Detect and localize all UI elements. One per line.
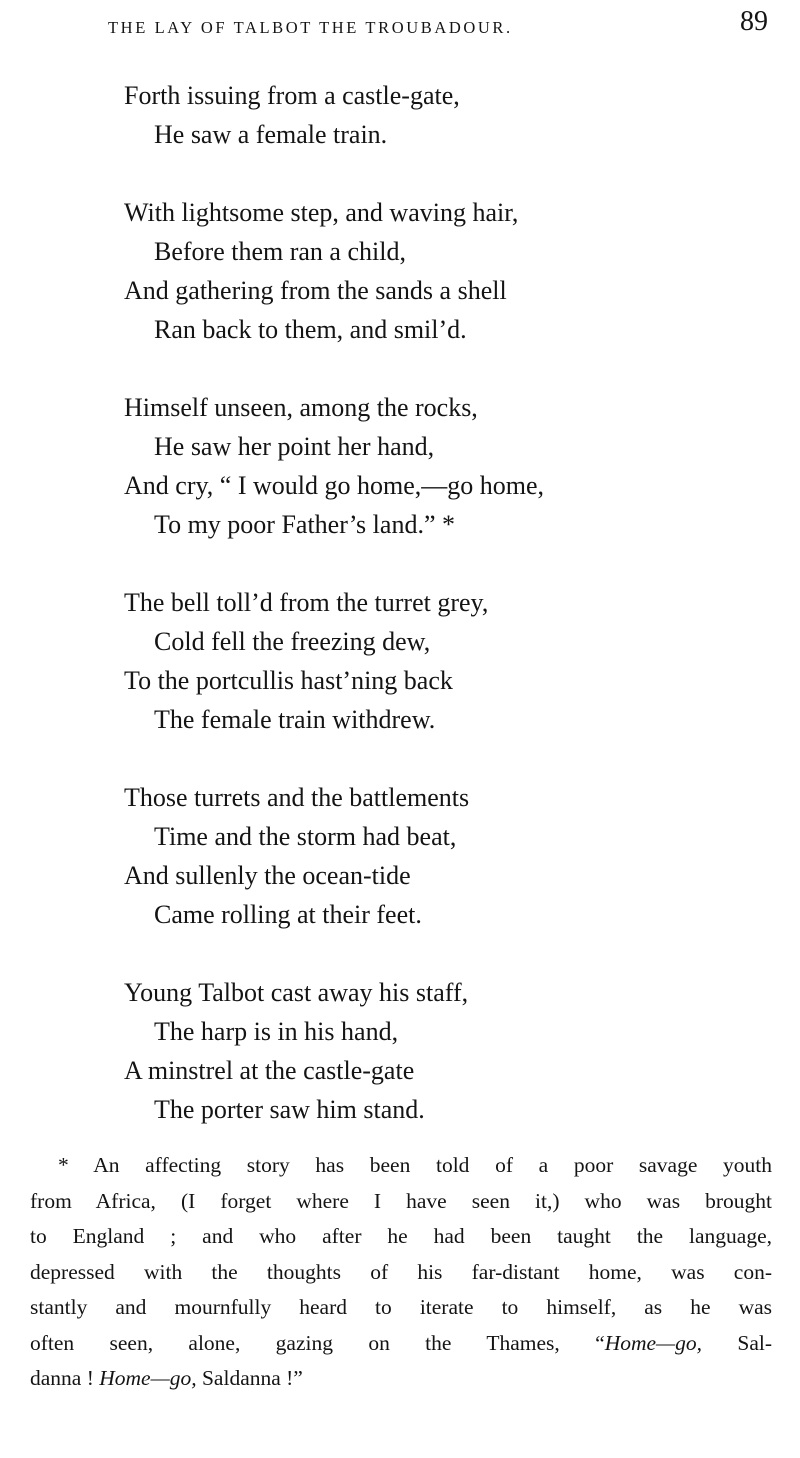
page-number: 89 [740, 6, 768, 37]
footnote-line: to England ; and who after he had been taught the language, [30, 1224, 772, 1248]
footnote-line [30, 1361, 772, 1397]
poem [124, 76, 764, 1168]
stanza [124, 76, 764, 154]
footnote-italic-text: Home—go, [99, 1366, 197, 1390]
footnote-italic-text: Home—go, [604, 1330, 703, 1355]
poem-line: The porter saw him stand. [154, 1095, 425, 1124]
poem-line: With lightsome step, and waving hair, [124, 198, 519, 227]
poem-line: And cry, “ I would go home,—go home, [124, 471, 545, 500]
stanza [124, 583, 764, 739]
footnote-text: danna ! [30, 1366, 100, 1390]
poem-line: And sullenly the ocean-tide [124, 861, 411, 890]
stanza [124, 193, 764, 349]
poem-line: Time and the storm had beat, [154, 822, 457, 851]
footnote [30, 1148, 772, 1397]
poem-line: He saw her point her hand, [154, 432, 435, 461]
stanza [124, 388, 764, 544]
poem-line: The bell toll’d from the turret grey, [124, 588, 489, 617]
running-title: THE LAY OF TALBOT THE TROUBADOUR. [108, 18, 513, 37]
poem-line: Ran back to them, and smil’d. [154, 315, 467, 344]
poem-line: The female train withdrew. [154, 705, 436, 734]
poem-line: Cold fell the freezing dew, [154, 627, 431, 656]
stanza [124, 778, 764, 934]
footnote-line: depressed with the thoughts of his far-distant home, was con- [30, 1259, 772, 1284]
poem-line: Those turrets and the battlements [124, 783, 470, 812]
footnote-line [30, 1326, 772, 1362]
poem-line: And gathering from the sands a shell [124, 276, 507, 305]
footnote-line: from Africa, (I forget where I have seen it,) who was brought [30, 1188, 772, 1213]
poem-line: Himself unseen, among the rocks, [124, 393, 478, 422]
poem-line: A minstrel at the castle-gate [124, 1056, 415, 1085]
poem-line: To the portcullis hast’ning back [124, 666, 453, 695]
poem-line: The harp is in his hand, [154, 1017, 399, 1046]
poem-line: He saw a female train. [154, 120, 388, 149]
footnote-text: often seen, alone, gazing on the Thames, “ [30, 1330, 605, 1355]
footnote-line: stantly and mournfully heard to iterate to himself, as he was [30, 1295, 772, 1319]
poem-line: Before them ran a child, [154, 237, 406, 266]
footnote-text: Saldanna !” [196, 1366, 303, 1390]
poem-line: To my poor Father’s land.” * [154, 510, 455, 539]
footnote-text: Sal- [702, 1330, 772, 1355]
footnote-line: * An affecting story has been told of a poor savage youth [58, 1153, 772, 1177]
stanza [124, 973, 764, 1129]
poem-line: Young Talbot cast away his staff, [124, 978, 469, 1007]
poem-line: Came rolling at their feet. [154, 900, 422, 929]
poem-line: Forth issuing from a castle-gate, [124, 81, 460, 110]
running-head [0, 6, 800, 46]
